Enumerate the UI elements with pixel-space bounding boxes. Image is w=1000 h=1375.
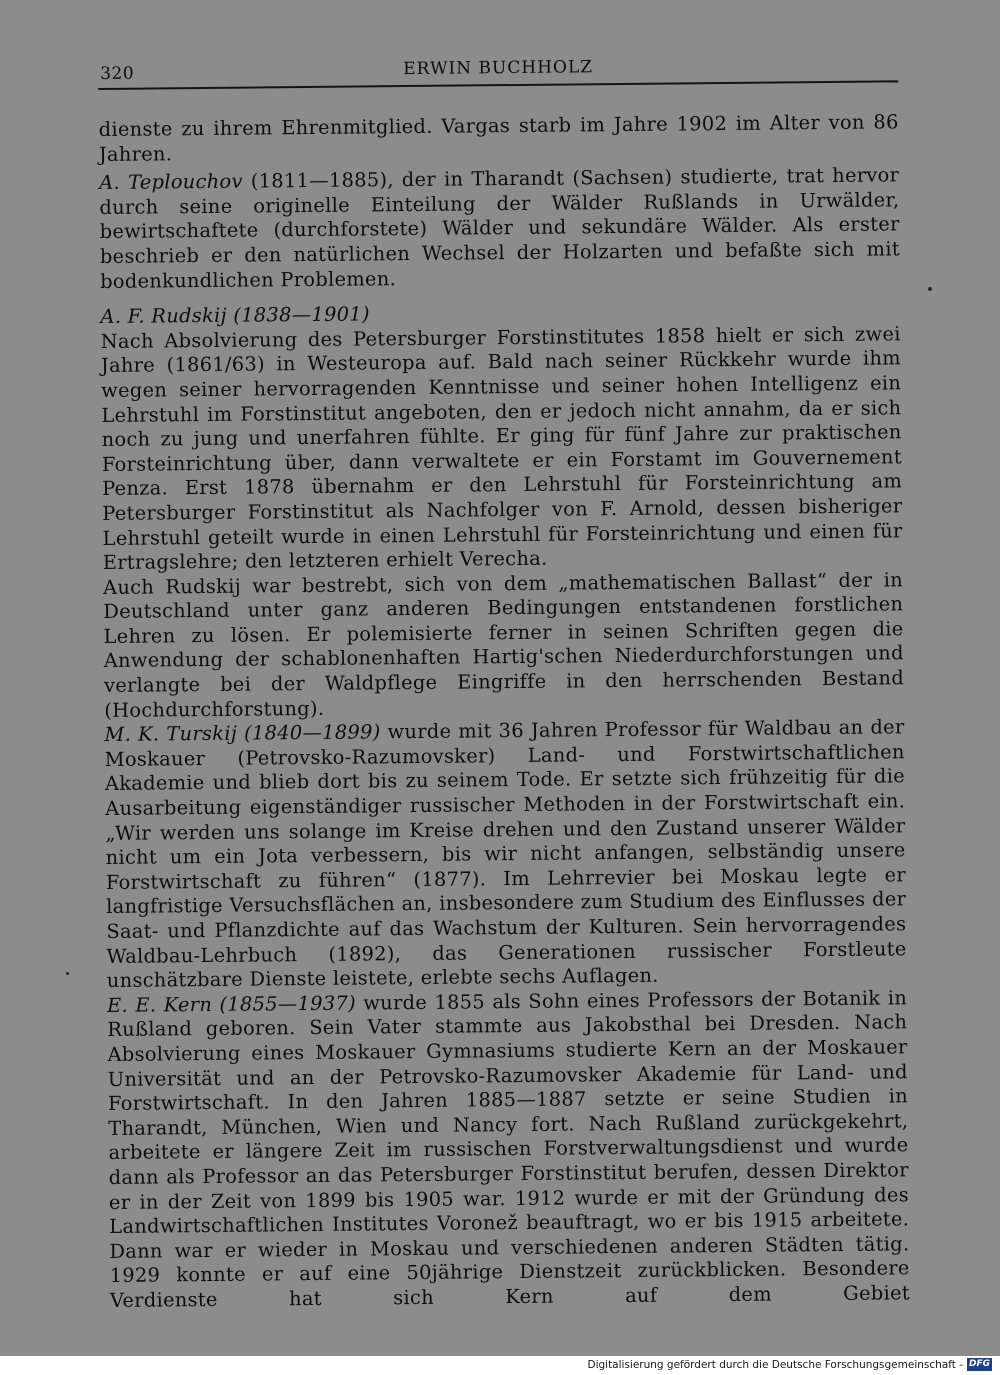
paragraph-turskij-text: wurde mit 36 Jahren Professor für Waldbau an der Moskauer (Petrovsko-Razumovsker) Land- und Forstwirtschaftlichen Akademie und blieb dort bis zu seinem Tode. Er setzte sich frühzeitig für die Ausarbeitung eigenständiger russischer Methoden in der Forstwirtschaft ein. „Wir werden uns solange im Kreise drehen und den Zustand unserer Wälder nicht um ein Jota verbessern, bis wir nicht anfangen, selbständig unsere Forstwirtschaft zu führen“ (1877). Im Lehrrevier bei Moskau legte er langfristige Versuchsflächen an, insbesondere zum Studium des Einflusses der Saat- und Pflanzdichte auf das Wachstum der Kulturen. Sein hervorragendes Waldbau-Lehrbuch (1892), das Generationen russischer Forstleute unschätzbare Dienste leistete, erlebte sechs Auflagen. — [104, 715, 907, 993]
person-name-kern: E. E. Kern (1855—1937) — [106, 991, 357, 1017]
digitization-footer — [587, 1357, 992, 1372]
section-heading-rudskij: A. F. Rudskij (1838—1901) — [100, 302, 370, 329]
paragraph-teplouchov — [99, 164, 900, 295]
scan-speck — [928, 287, 932, 291]
paragraph-vargas-end: dienste zu ihrem Ehrenmitglied. Vargas starb im Jahre 1902 im Alter von 86 Jahren. — [98, 110, 899, 166]
paragraph-turskij — [104, 716, 907, 994]
page-header — [98, 50, 898, 90]
scan-speck — [66, 972, 69, 975]
paragraph-rudskij-views: Auch Rudskij war bestrebt, sich von dem „mathematischen Ballast“ der in Deutschland unter ganz anderen Bedingungen entstandenen forstlichen Lehren zu lösen. Er polemisierte ferner in seinen Schriften gegen die Anwendung der schablonenhaften Hartig'schen Niederdurchforstungen und verlangte bei der Waldpflege Eingriffe in den herrschenden Bestand (Hochdurchforstung). — [102, 567, 905, 722]
body-text — [99, 110, 910, 1313]
page-content — [98, 50, 910, 1313]
footer-credit: Digitalisierung gefördert durch die Deutsche Forschungsgemeinschaft - — [587, 1358, 963, 1371]
person-name-turskij: M. K. Turskij (1840—1899) — [104, 720, 381, 747]
paragraph-rudskij-career: Nach Absolvierung des Petersburger Forstinstitutes 1858 hielt er sich zwei Jahre (1861/63) in Westeuropa auf. Bald nach seiner Rückkehr wurde ihm wegen seiner hervorragenden Kenntnisse und seiner hohen Intelligenz ein Lehrstuhl im Forstinstitut angeboten, den er jedoch nicht annahm, da er sich noch zu jung und unerfahren fühlte. Er ging für fünf Jahre zur praktischen Forsteinrichtung über, dann verwaltete er ein Forstamt im Gouvernement Penza. Erst 1878 übernahm er den Lehrstuhl für Forsteinrichtung am Petersburger Forstinstitut als Nachfolger von F. Arnold, dessen bisheriger Lehrstuhl geteilt wurde in einen Lehrstuhl für Forsteinrichtung und einen für Ertragslehre; den letzteren erhielt Verecha. — [100, 322, 903, 575]
paragraph-teplouchov-text: (1811—1885), der in Tharandt (Sachsen) studierte, trat hervor durch seine originelle Einteilung der Wälder Rußlands in Urwälder, bewirtschaftete (durchforstete) Wälder und sekundäre Wälder. Als erster beschrieb er den natürlichen Wechsel der Holzarten und befaßte sich mit bodenkundlichen Problemen. — [99, 163, 900, 293]
page-number: 320 — [100, 63, 135, 84]
dfg-logo: DFG — [968, 1359, 990, 1369]
paragraph-kern — [107, 986, 910, 1313]
person-name-teplouchov: A. Teplouchov — [99, 169, 243, 195]
running-title: ERWIN BUCHHOLZ — [403, 57, 594, 80]
paragraph-kern-text: wurde 1855 als Sohn eines Professors der Botanik in Rußland geboren. Sein Vater stammte aus Jakobsthal bei Dresden. Nach Absolvierung eines Moskauer Gymnasiums studierte Kern an der Moskauer Universität und an der Petrovsko-Razumovsker Akademie für Land- und Forstwirtschaft. In den Jahren 1885—1887 setzte er seine Studien in Tharandt, München, Wien und Nancy fort. Nach Rußland zurückgekehrt, arbeitete er längere Zeit im russischen Forstverwaltungsdienst und wurde dann als Professor an das Petersburger Forstinstitut berufen, dessen Direktor er in der Zeit von 1899 bis 1905 war. 1912 wurde er mit der Gründung des Landwirtschaftlichen Institutes Voronež beauftragt, wo er bis 1915 arbeitete. Dann war er wieder in Moskau und verschiedenen anderen Städten tätig. 1929 konnte er auf eine 50jährige Dienstzeit zurückblicken. Besondere Verdienste hat sich Kern auf dem Gebiet — [107, 986, 910, 1312]
